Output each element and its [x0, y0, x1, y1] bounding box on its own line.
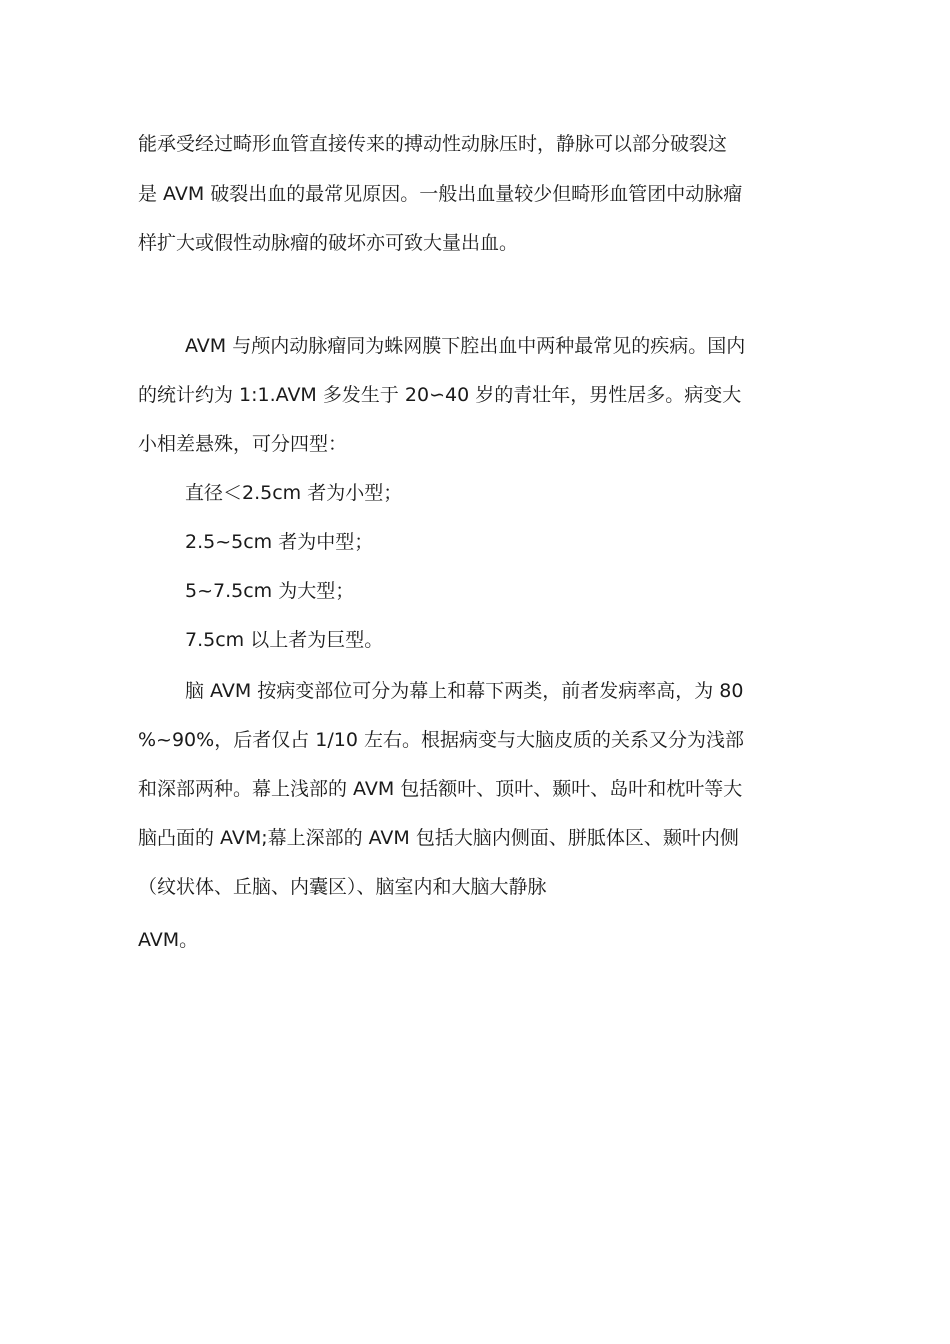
paragraph2-line-1: AVM 与颅内动脉瘤同为蛛网膜下腔出血中两种最常见的疾病。国内 [185, 335, 746, 357]
paragraph3-line-5: （纹状体、丘脑、内囊区）、脑室内和大脑大静脉 [138, 876, 547, 898]
paragraph1-line-1: 能承受经过畸形血管直接传来的搏动性动脉压时，静脉可以部分破裂这 [138, 133, 728, 155]
paragraph3-line-3: 和深部两种。幕上浅部的 AVM 包括额叶、顶叶、颞叶、岛叶和枕叶等大 [138, 778, 743, 800]
paragraph2-line-2: 的统计约为 1:1.AVM 多发生于 20∽40 岁的青壮年，男性居多。病变大 [138, 384, 742, 406]
paragraph1-line-2: 是 AVM 破裂出血的最常见原因。一般出血量较少但畸形血管团中动脉瘤 [138, 183, 743, 205]
paragraph3-line-6: AVM。 [138, 929, 199, 951]
type-medium: 2.5~5cm 者为中型； [185, 531, 374, 553]
paragraph1-line-3: 样扩大或假性动脉瘤的破坏亦可致大量出血。 [138, 232, 519, 254]
paragraph3-line-2: %~90%，后者仅占 1/10 左右。根据病变与大脑皮质的关系又分为浅部 [138, 729, 744, 751]
type-giant: 7.5cm 以上者为巨型。 [185, 629, 384, 651]
paragraph3-line-4: 脑凸面的 AVM;幕上深部的 AVM 包括大脑内侧面、胼胝体区、颞叶内侧 [138, 827, 739, 849]
paragraph3-line-1: 脑 AVM 按病变部位可分为幕上和幕下两类，前者发病率高，为 80 [185, 680, 744, 702]
type-large: 5~7.5cm 为大型； [185, 580, 355, 602]
type-small: 直径＜2.5cm 者为小型； [185, 482, 403, 504]
paragraph2-line-3: 小相差悬殊，可分四型： [138, 433, 348, 455]
